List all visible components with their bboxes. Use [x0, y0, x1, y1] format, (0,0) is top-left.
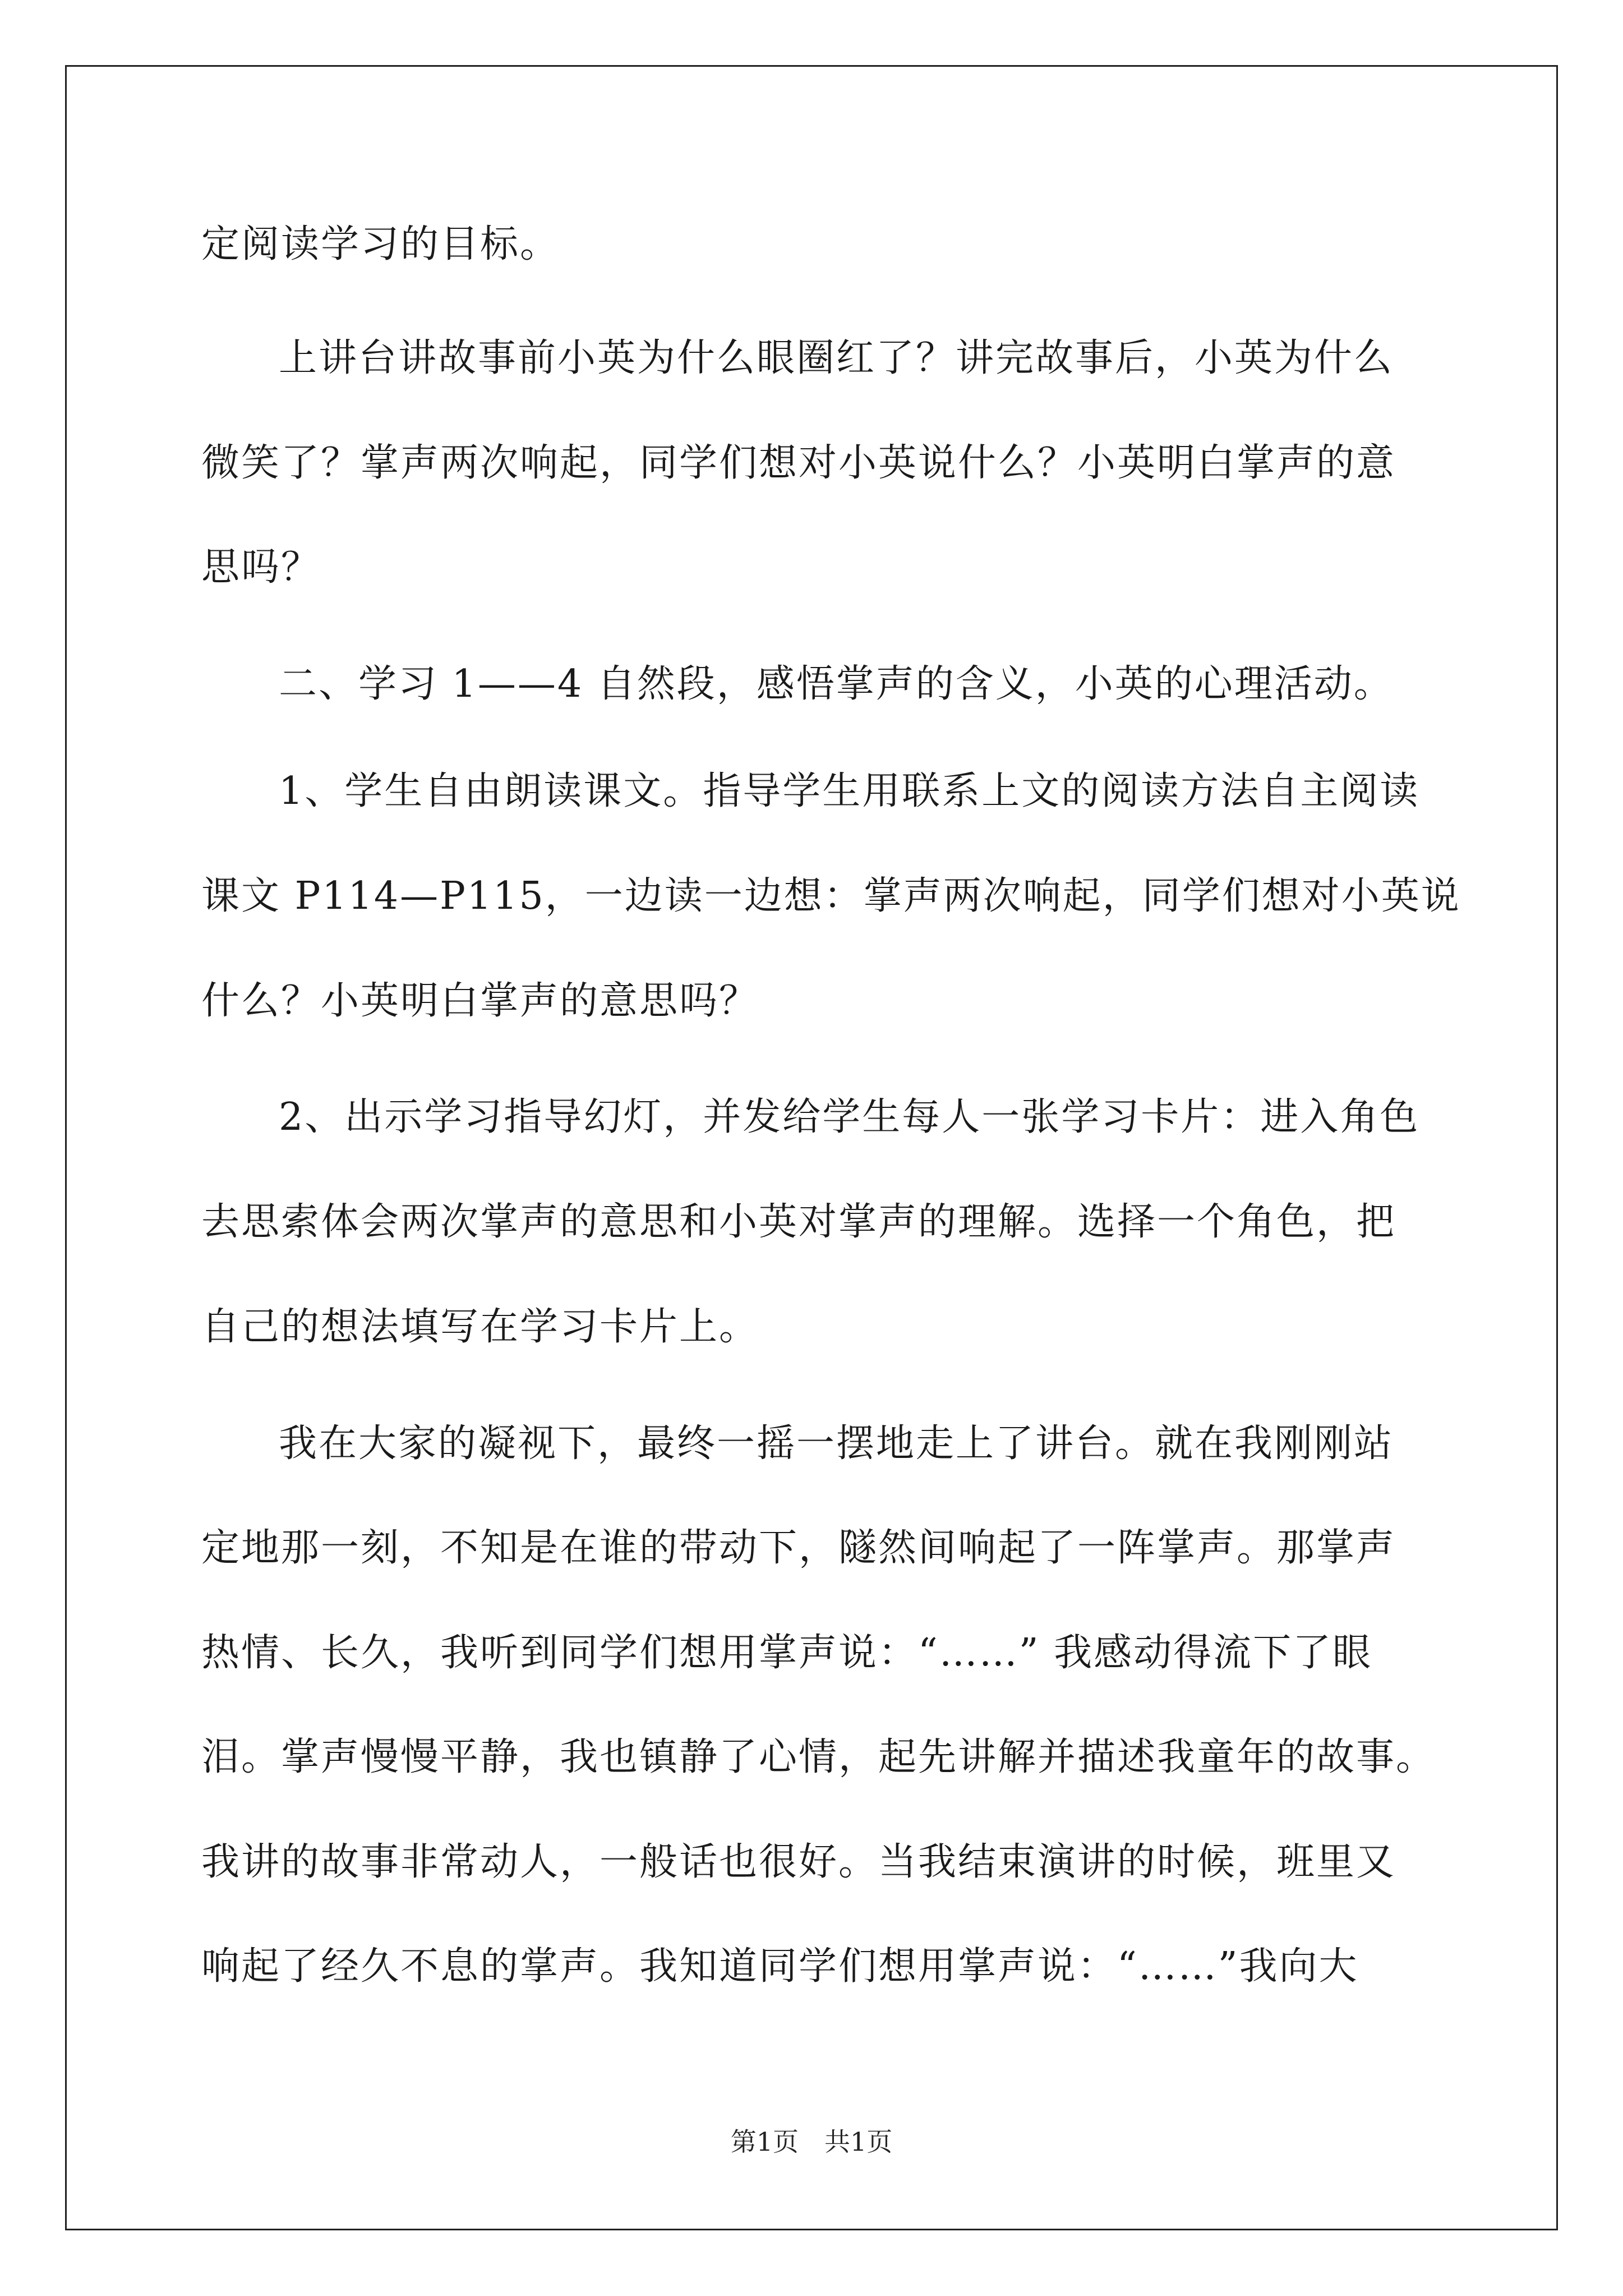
- text-line: 热情、长久，我听到同学们想用掌声说：“……” 我感动得流下了眼: [201, 1631, 1373, 1675]
- page-number-footer: 第1页 共1页: [730, 2127, 893, 2157]
- text-line: 我在大家的凝视下，最终一摇一摆地走上了讲台。就在我刚刚站: [279, 1421, 1394, 1466]
- text-line: 1、学生自由朗读课文。指导学生用联系上文的阅读方法自主阅读: [279, 769, 1420, 813]
- text-line: 微笑了？掌声两次响起，同学们想对小英说什么？小英明白掌声的意: [201, 441, 1396, 485]
- text-line: 定地那一刻，不知是在谁的带动下，隧然间响起了一阵掌声。那掌声: [201, 1526, 1396, 1570]
- text-line: 响起了经久不息的掌声。我知道同学们想用掌声说：“……”我向大: [201, 1944, 1359, 1989]
- text-line: 我讲的故事非常动人，一般话也很好。当我结束演讲的时候，班里又: [201, 1840, 1396, 1884]
- text-line: 什么？小英明白掌声的意思吗？: [201, 979, 759, 1023]
- text-line: 自己的想法填写在学习卡片上。: [201, 1305, 759, 1349]
- text-line: 上讲台讲故事前小英为什么眼圈红了？讲完故事后，小英为什么: [279, 336, 1394, 380]
- text-line: 课文 P114—P115，一边读一边想：掌声两次响起，同学们想对小英说: [201, 874, 1461, 918]
- text-line: 泪。掌声慢慢平静，我也镇静了心情，起先讲解并描述我童年的故事。: [201, 1735, 1436, 1779]
- text-line: 2、出示学习指导幻灯，并发给学生每人一张学习卡片：进入角色: [279, 1095, 1420, 1139]
- text-line: 定阅读学习的目标。: [201, 222, 560, 266]
- page-border: [65, 65, 1558, 2230]
- text-line: 二、学习 1——4 自然段，感悟掌声的含义，小英的心理活动。: [279, 662, 1394, 706]
- text-line: 思吗？: [201, 545, 321, 590]
- text-line: 去思索体会两次掌声的意思和小英对掌声的理解。选择一个角色，把: [201, 1200, 1396, 1244]
